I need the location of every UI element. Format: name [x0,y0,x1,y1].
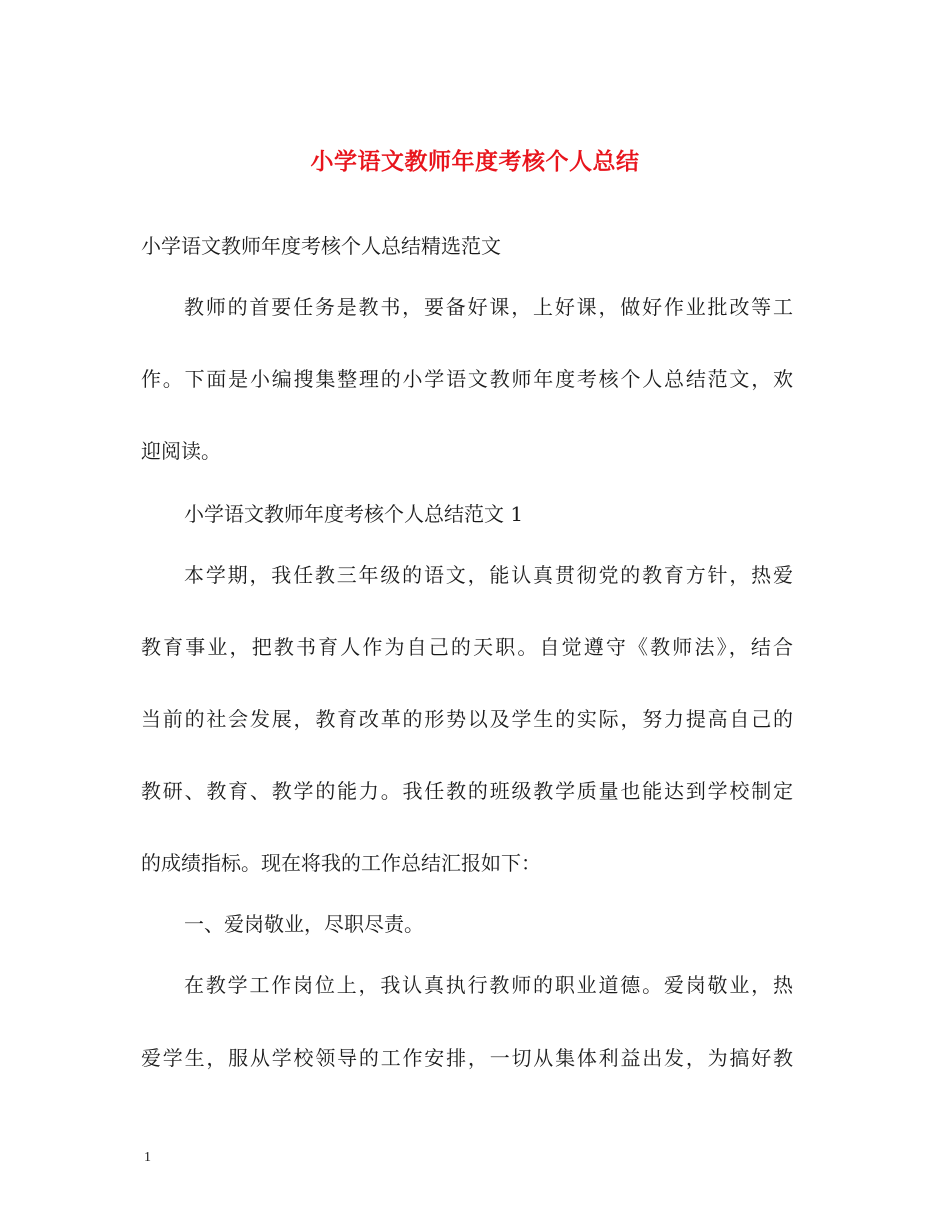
page-number: 1 [144,1150,151,1165]
paragraph-line: 本学期，我任教三年级的语文，能认真贯彻党的教育方针，热爱 [184,563,793,587]
paragraph-line: 在教学工作岗位上，我认真执行教师的职业道德。爱岗敬业，热 [184,973,793,997]
paragraph-line: 作。下面是小编搜集整理的小学语文教师年度考核个人总结范文，欢 [141,367,793,391]
document-subtitle: 小学语文教师年度考核个人总结精选范文 [141,234,501,258]
paragraph-line: 教研、教育、教学的能力。我任教的班级教学质量也能达到学校制定 [141,779,793,803]
section-heading: 一、爱岗敬业，尽职尽责。 [184,912,424,936]
section-heading: 小学语文教师年度考核个人总结范文 1 [184,502,524,526]
paragraph-line: 的成绩指标。现在将我的工作总结汇报如下： [141,851,541,875]
paragraph-line: 教师的首要任务是教书，要备好课，上好课，做好作业批改等工 [184,295,793,319]
paragraph-line: 教育事业，把教书育人作为自己的天职。自觉遵守《教师法》，结合 [141,635,793,659]
paragraph-line: 当前的社会发展，教育改革的形势以及学生的实际，努力提高自己的 [141,707,793,731]
paragraph-line: 爱学生，服从学校领导的工作安排，一切从集体利益出发，为搞好教 [141,1046,793,1070]
document-title: 小学语文教师年度考核个人总结 [310,148,640,175]
paragraph-line: 迎阅读。 [141,439,221,463]
